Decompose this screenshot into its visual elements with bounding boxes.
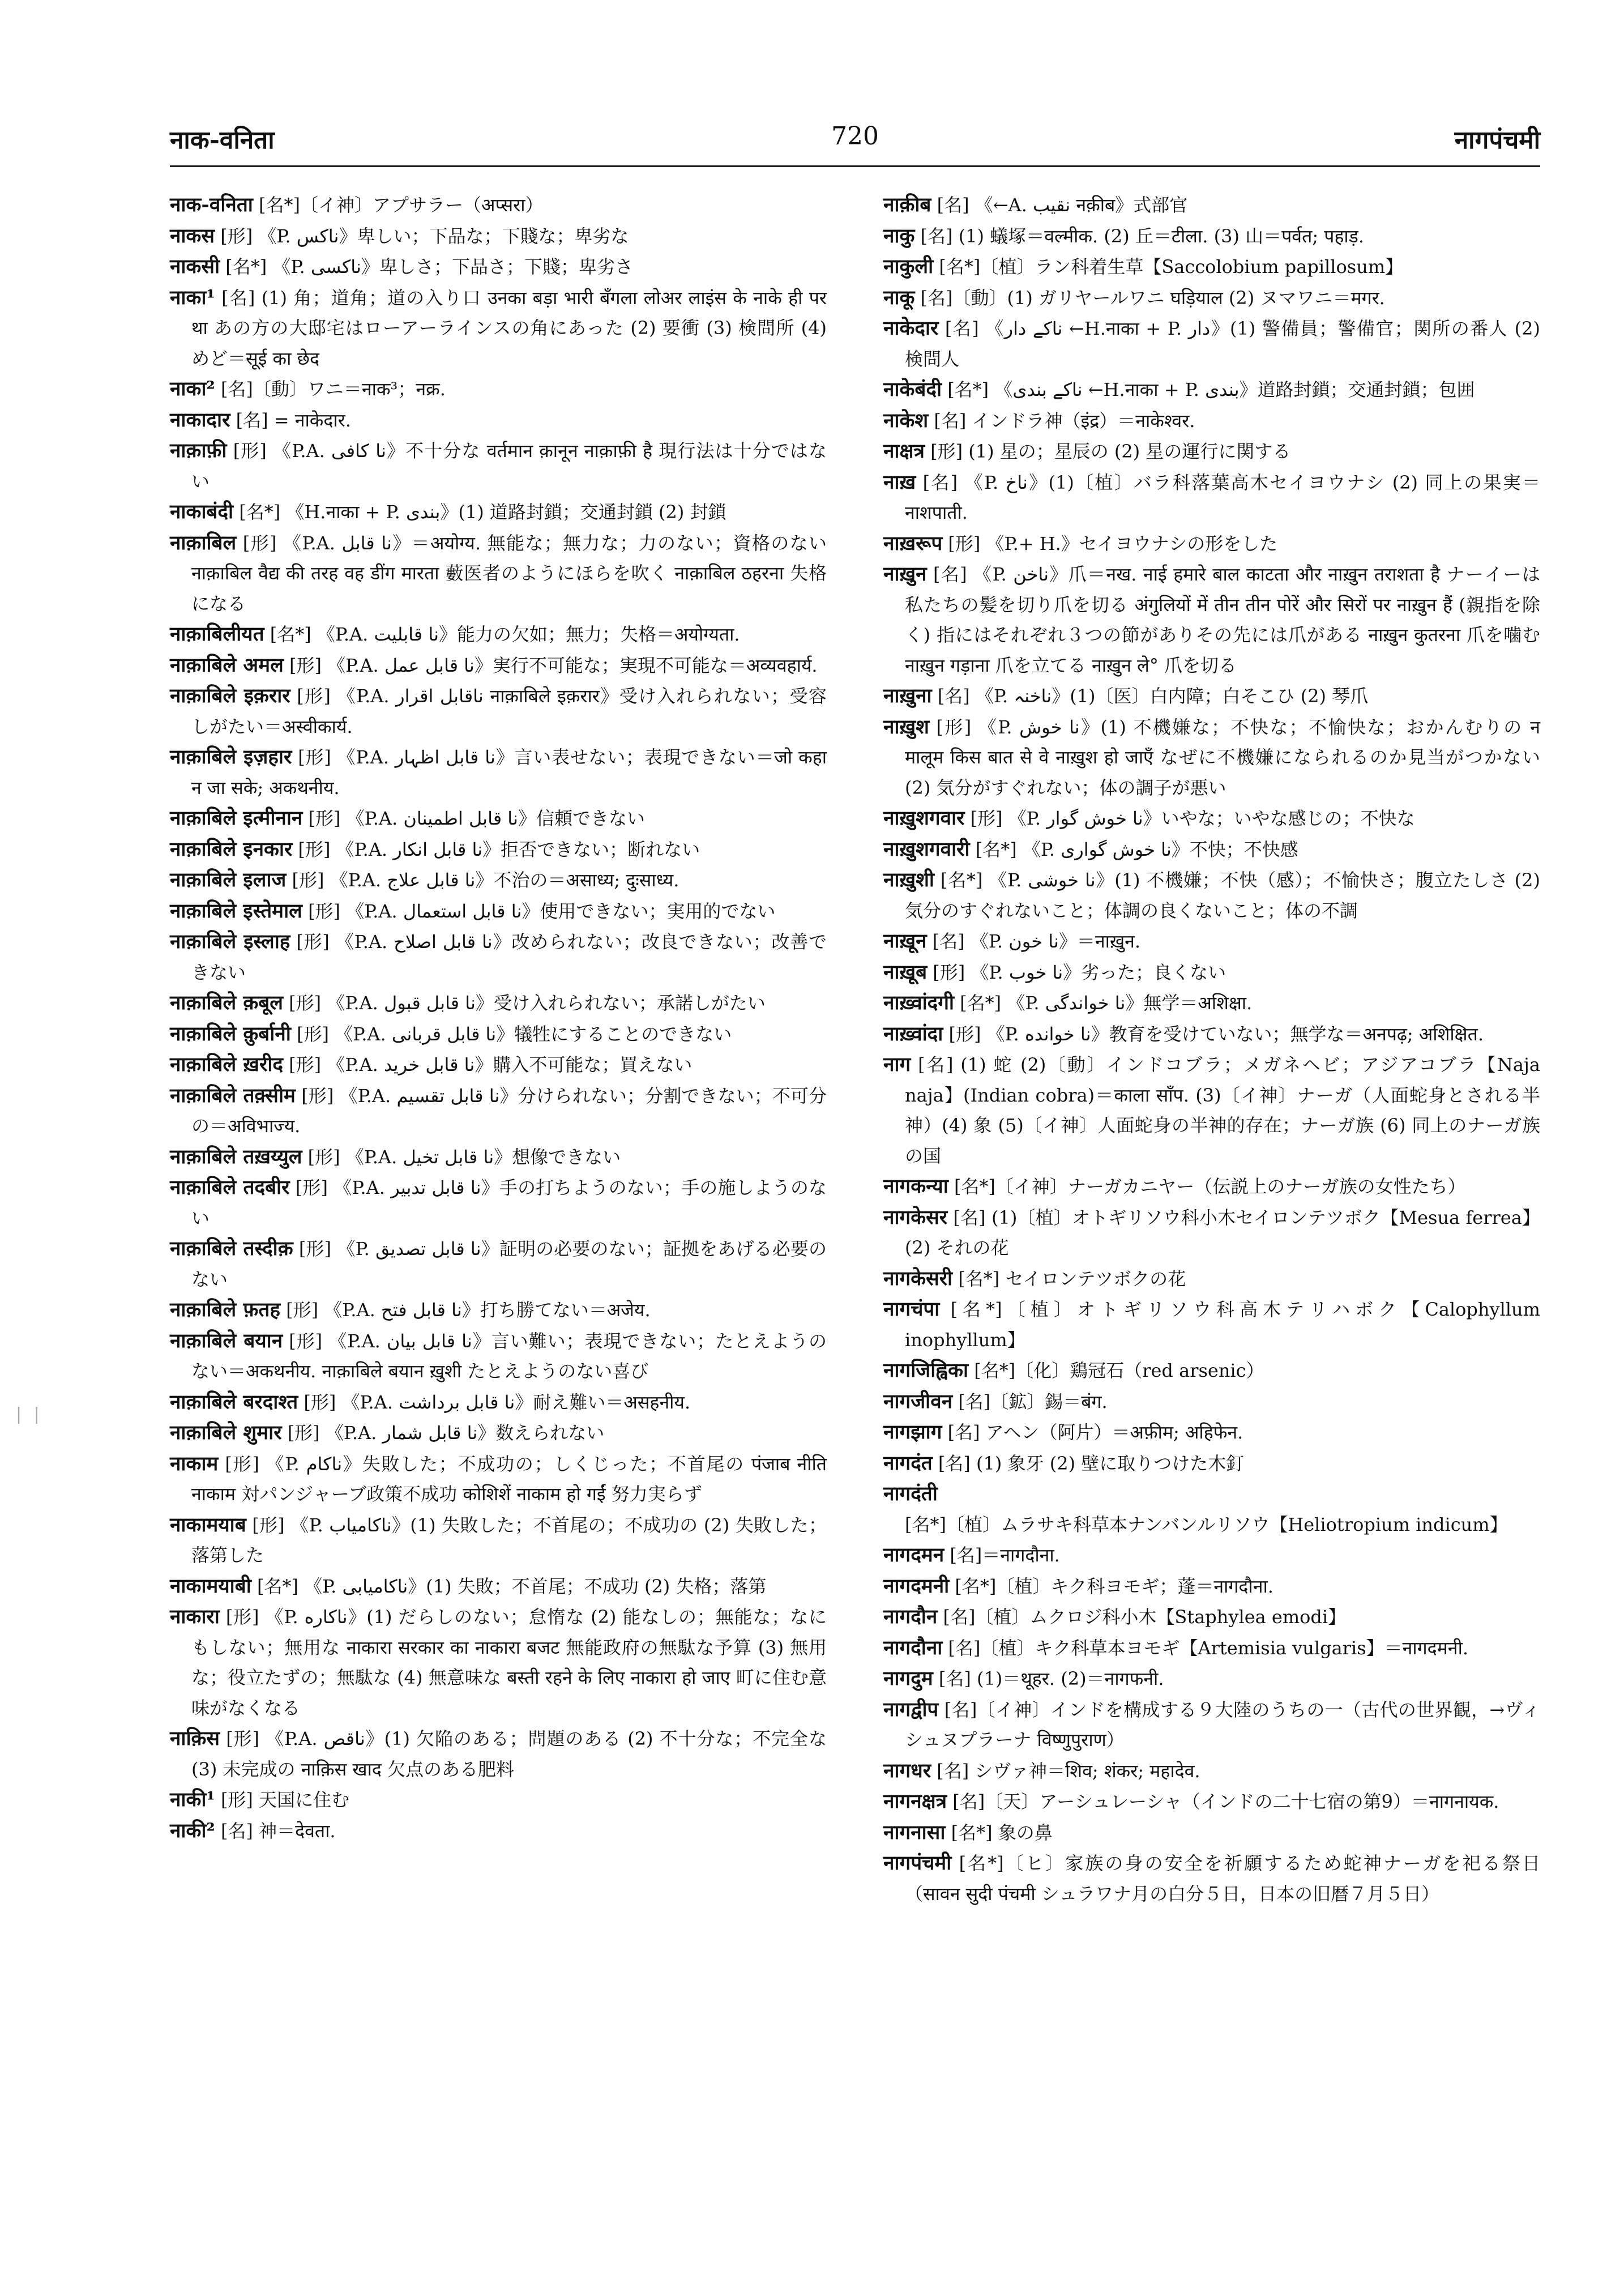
definition: [名*] 《P. ناکامیابی》(1) 失敗；不首尾；不成功 (2) 失格；落第 bbox=[251, 1575, 767, 1597]
headword: नाक़ाबिले ख़रीद bbox=[170, 1053, 283, 1076]
definition: [名] アヘン（阿片）＝अफ़ीम; अहिफेन. bbox=[942, 1422, 1243, 1443]
definition: [形] 《P.A. نا قابل خرید》購入不可能な；買えない bbox=[283, 1054, 693, 1075]
headword: नाकसी bbox=[170, 255, 220, 278]
dictionary-entry bbox=[170, 1142, 827, 1173]
definition: [名*] 《H.नाका + P. بندی》(1) 道路封鎖；交通封鎖 (2) 封鎖 bbox=[233, 501, 726, 523]
definition: [形] 《P.A. نا قابل علاج》不治の＝असाध्य; दुःसाध्य. bbox=[286, 869, 679, 891]
dictionary-entry bbox=[170, 1723, 827, 1785]
headword: नाक़ीब bbox=[883, 193, 931, 216]
guide-word-left: नाक-वनिता bbox=[170, 126, 275, 155]
page-number: 720 bbox=[831, 122, 879, 151]
dictionary-entry bbox=[170, 221, 827, 252]
definition: [名]〔動〕ワニ＝नाक³；नक्र. bbox=[215, 378, 446, 400]
dictionary-entry bbox=[170, 1234, 827, 1295]
definition: [名] 《P. نا خون》＝नाख़ुन. bbox=[926, 931, 1141, 952]
definition: [名*] 《P. نا خواندگی》無学＝अशिक्षा. bbox=[954, 992, 1253, 1014]
headword: नाकू bbox=[883, 285, 915, 309]
definition: [名] = नाकेदार. bbox=[230, 409, 351, 431]
dictionary-entry bbox=[883, 1202, 1540, 1264]
dictionary-entry bbox=[883, 988, 1540, 1019]
headword: नाक़ाबिले फ़तह bbox=[170, 1298, 280, 1321]
dictionary-entry bbox=[883, 1448, 1540, 1479]
dictionary-entry bbox=[883, 1479, 1540, 1540]
dictionary-entry bbox=[883, 221, 1540, 252]
headword: नाक़ाबिले इस्लाह bbox=[170, 930, 290, 953]
definition: [形] 《P.A. نا قابل اطمینان》信頼できない bbox=[302, 808, 645, 829]
dictionary-entry bbox=[883, 313, 1540, 374]
definition: [名*] セイロンテツボクの花 bbox=[952, 1267, 1186, 1290]
definition: [形] 《P.A. نا قابل انکار》拒否できない；断れない bbox=[292, 838, 700, 860]
dictionary-entry bbox=[883, 803, 1540, 834]
dictionary-entry bbox=[883, 559, 1540, 681]
dictionary-entry bbox=[883, 1695, 1540, 1756]
headword: नागदौन bbox=[883, 1605, 938, 1628]
definition: [形] 《P.A. نا قابل تخیل》想像できない bbox=[302, 1146, 621, 1168]
dictionary-entry bbox=[170, 436, 827, 497]
dictionary-entry bbox=[170, 803, 827, 834]
headword: नाख़्वांदगी bbox=[883, 991, 954, 1014]
headword: नागजीवन bbox=[883, 1389, 953, 1413]
dictionary-entry bbox=[170, 619, 827, 650]
dictionary-entry bbox=[883, 1386, 1540, 1418]
dictionary-entry bbox=[883, 1171, 1540, 1202]
dictionary-entry bbox=[883, 1264, 1540, 1295]
headword: नाक़ाबिले तख़य्युल bbox=[170, 1145, 302, 1168]
headword: नाक्षत्र bbox=[883, 439, 925, 463]
definition: [名*]〔イ神〕アプサラー（अप्सरा） bbox=[253, 194, 544, 216]
definition: [名]〔植〕キク科草本ヨモギ【Artemisia vulgaris】＝नागदमनी. bbox=[942, 1637, 1469, 1659]
dictionary-entry bbox=[170, 742, 827, 803]
headword: नाकाबंदी bbox=[170, 500, 234, 523]
definition: [名*]〔化〕鶏冠石（red arsenic） bbox=[968, 1360, 1264, 1381]
definition: [形] 《P. نا خوانده》教育を受けていない；無学な＝अनपढ़; अशिक्षित. bbox=[943, 1023, 1484, 1045]
dictionary-entry bbox=[883, 1540, 1540, 1571]
dictionary-entry bbox=[883, 1633, 1540, 1664]
definition: [名*] 象の鼻 bbox=[945, 1821, 1053, 1843]
headword: नागनासा bbox=[883, 1820, 946, 1844]
headword: नाकुली bbox=[883, 255, 934, 278]
definition: [形] 《P. نا خوب》劣った；良くない bbox=[927, 961, 1226, 983]
headword: नाकेश bbox=[883, 408, 929, 432]
headword: नाकी² bbox=[170, 1819, 215, 1842]
dictionary-entry bbox=[883, 926, 1540, 957]
definition: [名*] 《ناکے بندی ←H.नाका + P. بندی》道路封鎖；交通封鎖；包囲 bbox=[942, 379, 1475, 400]
definition: [名*] 《P. ناکسی》卑しさ；下品さ；下賤；卑劣さ bbox=[220, 256, 633, 278]
headword: नाख़्वांदा bbox=[883, 1022, 943, 1045]
dictionary-entry bbox=[170, 1081, 827, 1142]
definition: [名*] 《P.A. نا قابلیت》能力の欠如；無力；失格＝अयोग्यता. bbox=[264, 624, 740, 645]
dictionary-entry bbox=[883, 528, 1540, 560]
headword: नाख़ bbox=[883, 470, 916, 494]
definition: [名] 《P. ناخ》(1)〔植〕バラ科落葉高木セイヨウナシ (2) 同上の果実＝नाशपाती. bbox=[905, 471, 1540, 523]
dictionary-entry bbox=[883, 1848, 1540, 1909]
headword: नाक़ाबिल bbox=[170, 531, 237, 554]
dictionary-entry bbox=[170, 681, 827, 742]
definition: [名]〔植〕ムクロジ科小木【Staphylea emodi】 bbox=[937, 1606, 1347, 1628]
definition: [名] インドラ神（इंद्र）＝नाकेश्वर. bbox=[928, 409, 1195, 432]
headword: नागधर bbox=[883, 1759, 931, 1782]
dictionary-entry bbox=[883, 436, 1540, 467]
headword: नाक़ाबिले इस्तेमाल bbox=[170, 899, 302, 923]
definition: [形] 《P.A. نا قابل فتح》打ち勝てない＝अजेय. bbox=[280, 1299, 651, 1321]
headword: नागदंत bbox=[883, 1451, 933, 1475]
dictionary-entry bbox=[170, 1449, 827, 1510]
headword: नागदुम bbox=[883, 1667, 933, 1690]
headword: नाख़ून bbox=[883, 929, 927, 953]
definition: [形] 《P.A. نا قابل تقسیم》分けられない；分割できない；不可分の＝अविभाज्य. bbox=[191, 1085, 827, 1137]
headword: नाक़ाबिले इक़रार bbox=[170, 684, 290, 707]
headword: नाक़ाबिले शुमार bbox=[170, 1421, 282, 1444]
headword: नाक़ाबिले क़बूल bbox=[170, 991, 283, 1014]
definition: [形] 《P.A. نا قابل تدبیر》手の打ちようのない；手の施しようのない bbox=[191, 1177, 827, 1229]
definition: [形] 《P.+ H.》セイヨウナシの形をした bbox=[942, 532, 1278, 554]
dictionary-entry bbox=[170, 190, 827, 221]
dictionary-entry bbox=[170, 865, 827, 896]
definition: [名*]〔ヒ〕家族の身の安全を祈願するため蛇神ナーガを祀る祭日（सावन सुदी पंचमी シュラワナ月の白分５日，日本の旧暦７月５日） bbox=[905, 1853, 1540, 1905]
dictionary-entry bbox=[883, 1756, 1540, 1787]
dictionary-entry bbox=[883, 834, 1540, 865]
headword: नाक़ाबिले इज़हार bbox=[170, 745, 292, 769]
dictionary-entry bbox=[170, 374, 827, 405]
headword: नागपंचमी bbox=[883, 1851, 952, 1875]
headword: नाक़ाबिले अमल bbox=[170, 653, 284, 677]
headword: नागनक्षत्र bbox=[883, 1790, 947, 1813]
definition: [形] 《P.A. نا قابل》＝अयोग्य. 無能な；無力な；力のない；資格のない नाक़ाबिल वैद्य की तरह वह डींग मारता 藪医者のようにほらを吹く नाक़ाबिल ठहरना 失格になる bbox=[191, 532, 827, 614]
headword: नागकेसरी bbox=[883, 1266, 953, 1290]
definition: [形] 《P.A. نا قابل شمار》数えられない bbox=[281, 1422, 605, 1444]
margin-marks: | | bbox=[16, 1405, 43, 1424]
dictionary-entry bbox=[883, 712, 1540, 804]
headword: नागदमनी bbox=[883, 1574, 950, 1598]
definition: [名] (1)〔植〕オトギリソウ科小木セイロンテツボク【Mesua ferrea】(2) それの花 bbox=[905, 1206, 1540, 1258]
headword: नाक़िस bbox=[170, 1727, 220, 1750]
headword: नाकस bbox=[170, 224, 215, 247]
headword: नाख़ुश bbox=[883, 715, 929, 739]
definition: [形] 《P.A. نا قابل قربانی》犠牲にすることのできない bbox=[290, 1023, 732, 1045]
definition: [名*]〔植〕キク科ヨモギ；蓬＝नागदौना. bbox=[949, 1575, 1273, 1597]
headword: नाका¹ bbox=[170, 285, 215, 309]
dictionary-entry bbox=[883, 681, 1540, 712]
headword: नागद्वीप bbox=[883, 1697, 939, 1721]
definition: [名]〔イ神〕インドを構成する９大陸のうちの一（古代の世界観，→ヴィシュヌプラーナ विष्णुपुराण） bbox=[905, 1698, 1540, 1751]
definition: [名]＝नागदौना. bbox=[944, 1544, 1060, 1566]
definition: [名*]〔植〕ムラサキ科草本ナンバンルリソウ【Heliotropium indicum】 bbox=[905, 1513, 1508, 1535]
headword: नाक़ाबिले तदबीर bbox=[170, 1176, 290, 1199]
headword: नाका² bbox=[170, 377, 215, 400]
headword: नागचंपा bbox=[883, 1297, 940, 1321]
dictionary-entry bbox=[170, 1418, 827, 1449]
definition: [名*]〔植〕オトギリソウ科高木テリハボク【Calophyllum inophyllum】 bbox=[905, 1299, 1540, 1351]
definition: [形] 《P.A. نا کافی》不十分な वर्तमान क़ानून नाक़ाफ़ी है 現行法は十分ではない bbox=[191, 440, 827, 492]
headword: नाकेबंदी bbox=[883, 378, 942, 401]
definition: [名] 神＝देवता. bbox=[215, 1820, 336, 1842]
headword: नागजिह्विका bbox=[883, 1359, 969, 1382]
definition: [形] 天国に住む bbox=[215, 1789, 350, 1811]
definition: [形] 《P.A. نا قابل اظہار》言い表せない；表現できない＝जो कहा न जा सके; अकथनीय. bbox=[191, 746, 827, 799]
page-header bbox=[170, 122, 1540, 167]
definition: [名*]〔植〕ラン科着生草【Saccolobium papillosum】 bbox=[933, 256, 1404, 278]
dictionary-entry bbox=[170, 834, 827, 865]
definition: [形] 《P. ناکاره》(1) だらしのない；怠惰な (2) 能なしの；無能な；なにもしない；無用な नाकारा सरकार का नाकारा बजट 無能政府の無駄な予算 (3) 無用な；役立たずの；無駄な (4) 無意味な बस्ती रहने के लिए नाकारा हो जाए 町に住む意味がなくなる bbox=[191, 1606, 827, 1719]
dictionary-entry bbox=[883, 251, 1540, 283]
dictionary-entry bbox=[883, 865, 1540, 926]
dictionary-entry bbox=[883, 374, 1540, 406]
dictionary-entry bbox=[883, 1786, 1540, 1817]
dictionary-entry bbox=[170, 1387, 827, 1418]
definition: [形] 《P. ناکامیاب》(1) 失敗した；不首尾の；不成功の (2) 失敗した；落第した bbox=[191, 1514, 827, 1566]
dictionary-entry bbox=[170, 896, 827, 927]
definition: [名] シヴァ神＝शिव; शंकर; महादेव. bbox=[931, 1760, 1200, 1782]
guide-word-right: नागपंचमी bbox=[1454, 126, 1540, 155]
dictionary-entry bbox=[883, 1817, 1540, 1849]
definition: [名] 《ناکے دار ←H.नाका + P. دار》(1) 警備員；警備官；関所の番人 (2) 検問人 bbox=[905, 318, 1540, 370]
headword: नाख़ुशी bbox=[883, 868, 934, 891]
dictionary-entry bbox=[883, 406, 1540, 437]
definition: [名] (1) 角；道角；道の入り口 उनका बड़ा भारी बँगला लोअर लाइंस के नाके ही पर था あの方の大邸宅はローアーラインスの角にあった (2) 要衝 (3) 検問所 (4) めど＝सूई का छेद bbox=[191, 287, 827, 369]
headword: नाकेदार bbox=[883, 317, 939, 340]
headword: नाक़ाफ़ी bbox=[170, 439, 227, 462]
headword: नाक़ाबिले बरदाश्त bbox=[170, 1390, 298, 1414]
dictionary-entry bbox=[883, 283, 1540, 314]
dictionary-entry bbox=[170, 528, 827, 620]
definition: [名]〔動〕(1) ガリヤールワニ घड़ियाल (2) ヌマワニ＝मगर. bbox=[914, 287, 1385, 309]
dictionary-entry bbox=[170, 650, 827, 681]
definition: [形] 《P.A. نا قابل اصلاح》改められない；改良できない；改善できない bbox=[191, 931, 827, 983]
left-column bbox=[170, 190, 827, 1846]
dictionary-entry bbox=[170, 1049, 827, 1081]
definition: [名] 《←A. نقیب नक़ीब》式部官 bbox=[931, 194, 1188, 216]
definition: [名] (1) 蛇 (2)〔動〕インドコブラ；メガネヘビ；アジアコブラ【Naja naja】(Indian cobra)＝काला साँप. (3)〔イ神〕ナーガ（人面蛇身とされる半神）(4) 象 (5)〔イ神〕人面蛇身の半神的存在；ナーガ族 (6) 同上のナーガ族の国 bbox=[905, 1054, 1540, 1167]
definition: [形] 《P.A. ناقص》(1) 欠陥のある；問題のある (2) 不十分な；不完全な (3) 未完成の नाक़िस खाद 欠点のある肥料 bbox=[191, 1728, 827, 1780]
headword: नागकेसर bbox=[883, 1205, 948, 1229]
definition: [名] (1) 蟻塚＝वल्मीक. (2) 丘＝टीला. (3) 山＝पर्वत; पहाड़. bbox=[914, 225, 1365, 247]
dictionary-entry bbox=[170, 1602, 827, 1723]
headword: नाक़ाबिलीयत bbox=[170, 622, 264, 646]
dictionary-entry bbox=[170, 1785, 827, 1816]
dictionary-entry bbox=[883, 1663, 1540, 1695]
headword: नाख़रूप bbox=[883, 531, 943, 555]
headword: नाक़ाबिले इलाज bbox=[170, 868, 287, 891]
dictionary-entry bbox=[170, 251, 827, 283]
headword: नाक़ाबिले बयान bbox=[170, 1329, 283, 1352]
dictionary-entry bbox=[170, 1816, 827, 1847]
definition: [名*]〔イ神〕ナーガカニヤー（伝説上のナーガ族の女性たち） bbox=[948, 1176, 1466, 1197]
headword: नाकामयाब bbox=[170, 1513, 246, 1536]
headword: नाख़ुना bbox=[883, 684, 932, 707]
definition: [名]〔鉱〕錫＝बंग. bbox=[952, 1390, 1108, 1412]
dictionary-entry bbox=[170, 927, 827, 988]
definition: [形] 《P. نا خوش گوار》いやな；いやな感じの；不快な bbox=[964, 808, 1415, 829]
headword: नागदंती bbox=[883, 1482, 938, 1505]
definition: [形] 《P.A. نا قابل عمل》実行不可能な；実現不可能な＝अव्यवहार्य. bbox=[283, 654, 818, 676]
headword: नागदौना bbox=[883, 1636, 943, 1659]
header-rule bbox=[170, 165, 1540, 167]
headword: नाक़ाबिले तस्दीक़ bbox=[170, 1237, 293, 1260]
headword: नाख़ुशगवारी bbox=[883, 837, 970, 861]
dictionary-entry bbox=[883, 957, 1540, 988]
dictionary-entry bbox=[170, 1510, 827, 1571]
dictionary-entry bbox=[170, 1326, 827, 1387]
headword: नाख़ुन bbox=[883, 562, 927, 586]
definition: [名*] 《P. نا خوش گواری》不快；不快感 bbox=[969, 838, 1298, 860]
definition: [形] 《P. ناکام》失敗した；不成功の；しくじった；不首尾の पंजाब नीति नाकाम 対パンジャーブ政策不成功 कोशिशें नाकाम हो गईं 努力実らず bbox=[191, 1453, 827, 1505]
definition: [形] 《P. نا قابل تصدیق》証明の必要のない；証拠をあげる必要のない bbox=[191, 1238, 827, 1290]
headword: नाग bbox=[883, 1053, 911, 1076]
definition: [形] 《P.A. نا قابل بیان》言い難い；表現できない；たとえようのない＝अकथनीय. नाक़ाबिले बयान ख़ुशी たとえようのない喜び bbox=[191, 1330, 827, 1382]
headword: नाक़ाबिले तक़्सीम bbox=[170, 1083, 296, 1107]
headword: नाक़ाबिले क़ुर्बानी bbox=[170, 1022, 291, 1045]
definition: [形] 《P.A. نا قابل استعمال》使用できない；実用的でない bbox=[302, 900, 776, 922]
definition: [形] (1) 星の；星辰の (2) 星の運行に関する bbox=[924, 441, 1291, 462]
headword: नाक-वनिता bbox=[170, 193, 253, 216]
dictionary-entry bbox=[170, 1295, 827, 1326]
headword: नाकारा bbox=[170, 1605, 220, 1628]
dictionary-entry bbox=[170, 283, 827, 374]
headword: नाक़ाबिले इनकार bbox=[170, 837, 293, 861]
definition: [形] 《P.A. نا قابل قبول》受け入れられない；承諾しがたい bbox=[283, 992, 766, 1014]
headword: नाख़ूब bbox=[883, 960, 928, 984]
dictionary-entry bbox=[883, 1602, 1540, 1633]
dictionary-entry bbox=[883, 1417, 1540, 1448]
headword: नागकन्या bbox=[883, 1175, 948, 1198]
dictionary-entry bbox=[883, 1294, 1540, 1355]
definition: [名] 《P. ناخنہ》(1)〔医〕白内障；白そこひ (2) 琴爪 bbox=[931, 685, 1369, 707]
right-column bbox=[883, 190, 1540, 1909]
definition: [名*] 《P. نا خوشی》(1) 不機嫌；不快（感）；不愉快さ；腹立たしさ (2) 気分のすぐれないこと；体調の良くないこと；体の不調 bbox=[905, 869, 1540, 921]
headword: नागदमन bbox=[883, 1543, 945, 1567]
definition: [形] 《P.A. نا قابل برداشت》耐え難い＝असहनीय. bbox=[298, 1391, 691, 1413]
definition: [名]〔天〕アーシュレーシャ（インドの二十七宿の第9）＝नागनायक. bbox=[947, 1791, 1499, 1812]
dictionary-entry bbox=[883, 467, 1540, 528]
dictionary-entry bbox=[883, 190, 1540, 221]
dictionary-entry bbox=[883, 1019, 1540, 1050]
definition: [名] (1) 象牙 (2) 壁に取りつけた木釘 bbox=[932, 1452, 1245, 1474]
dictionary-entry bbox=[170, 1172, 827, 1234]
headword: नाकादार bbox=[170, 408, 230, 432]
definition: [形] 《P. ناکس》卑しい；下品な；下賤な；卑劣な bbox=[215, 225, 629, 247]
dictionary-entry bbox=[170, 405, 827, 436]
dictionary-entry bbox=[170, 988, 827, 1019]
dictionary-entry bbox=[170, 1019, 827, 1050]
definition: [形] 《P.A. ناقابل اقرار नाक़ाबिले इक़रार》受け入れられない；受容しがたい＝अस्वीकार्य. bbox=[191, 685, 827, 737]
headword: नाकु bbox=[883, 224, 915, 247]
dictionary-entry bbox=[883, 1571, 1540, 1602]
headword: नागझाग bbox=[883, 1420, 942, 1444]
headword: नाक़ाबिले इत्मीनान bbox=[170, 806, 303, 830]
headword: नाकामयाबी bbox=[170, 1574, 251, 1598]
dictionary-entry bbox=[170, 497, 827, 528]
dictionary-entry bbox=[883, 1049, 1540, 1171]
headword: नाख़ुशगवार bbox=[883, 806, 965, 830]
headword: नाकी¹ bbox=[170, 1788, 215, 1811]
definition: [形] 《P. نا خوش》(1) 不機嫌な；不快な；不愉快な；おかんむりの न मालूम किस बात से वे नाख़ुश हो जाएँ なぜに不機嫌になられるのか見当がつかない (2) 気分がすぐれない；体の調子が悪い bbox=[905, 716, 1540, 799]
definition: [名] 《P. ناخن》爪＝नख. नाई हमारे बाल काटता और नाख़ुन तराशता है ナーイーは私たちの髪を切り爪を切る अंगुलियों में तीन तीन पोरें और सिरों पर नाख़ुन हैं (親指を除く) 指にはそれぞれ３つの節がありその先には爪がある नाख़ुन कुतरना 爪を噛む नाख़ुन गड़ाना 爪を立てる नाख़ुन ले° 爪を切る bbox=[905, 564, 1540, 676]
dictionary-entry bbox=[170, 1571, 827, 1602]
dictionary-entry bbox=[883, 1355, 1540, 1386]
headword: नाकाम bbox=[170, 1452, 219, 1475]
definition: [名] (1)＝थूहर. (2)＝नागफनी. bbox=[933, 1668, 1164, 1689]
